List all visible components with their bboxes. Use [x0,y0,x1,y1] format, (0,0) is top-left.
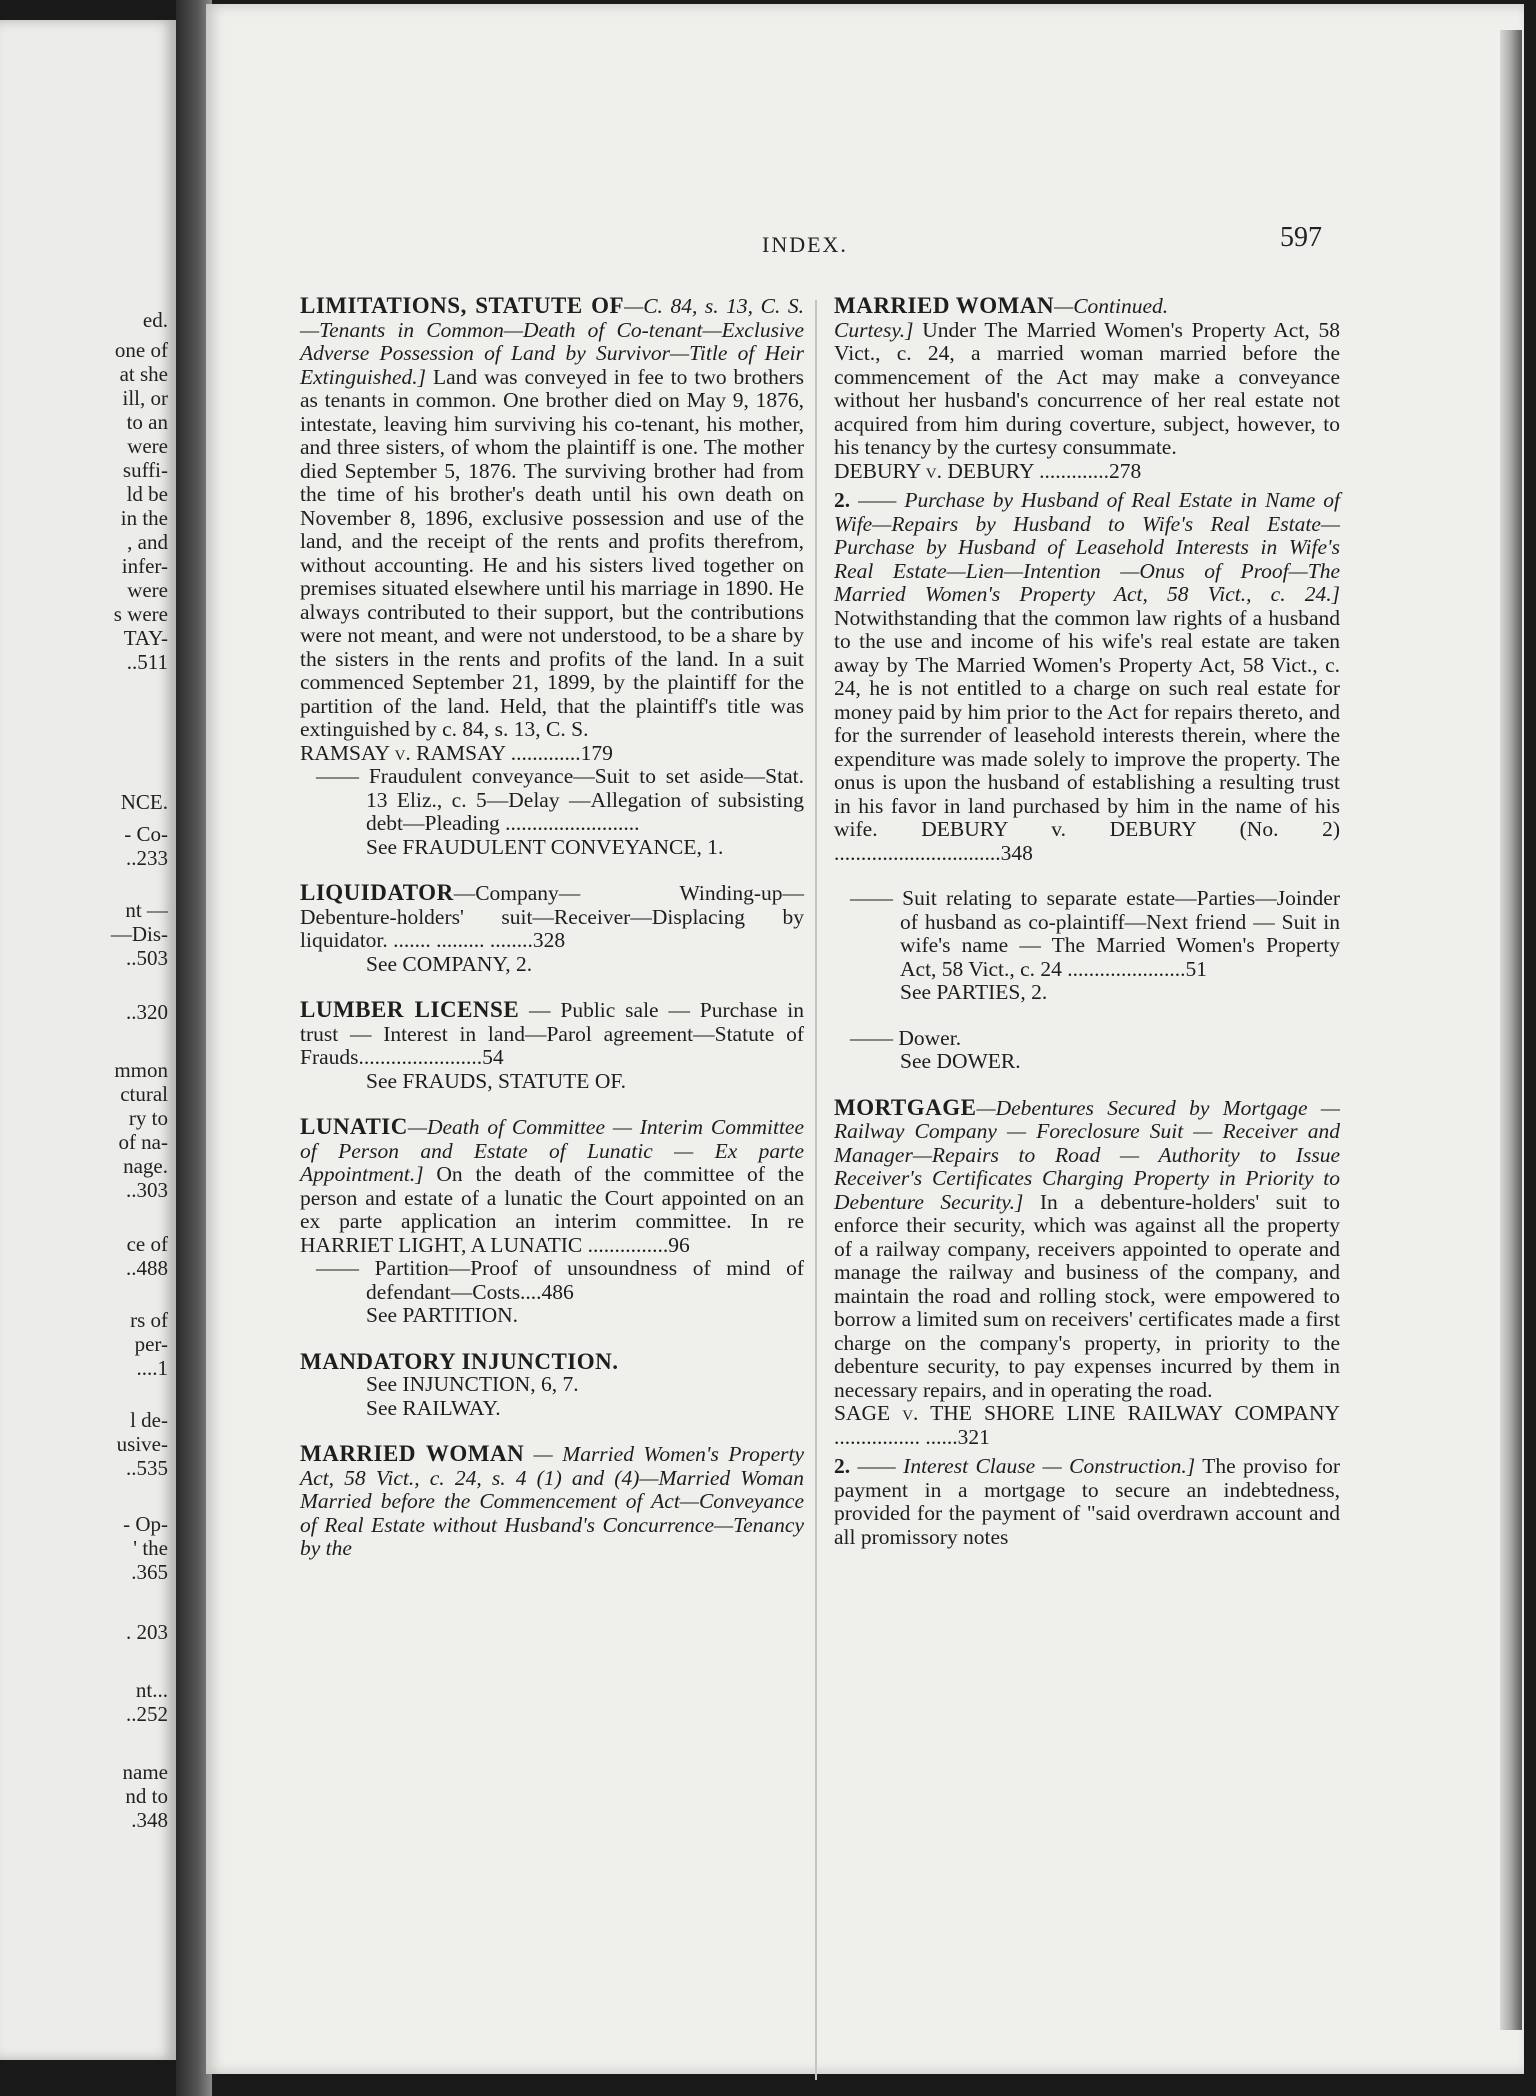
page-number: 597 [1280,222,1322,253]
entry-heading: MORTGAGE [834,1094,977,1120]
entry-body: The proviso for payment in a mortgage to secure an indebtedness, provided for the payment of "said overdrawn account and all promissory notes [834,1454,1341,1549]
entry-catchwords: —— Interest Clause — Construction.] [850,1454,1196,1478]
entry-number: 2. [834,488,851,512]
entry-separate-estate [834,887,1340,1005]
entry-catchwords: —Debentures Secured by Mortgage — Railway Company — Foreclosure Suit — Receiver and Manager—Repairs to Road — Authority to Issue Receiver's Certificates Charging Property in Priority to Debenture Security.] [834,1095,1340,1214]
right-column [834,294,1340,1571]
facing-page-fragment: name [122,1760,168,1784]
entry-body: Under The Married Women's Property Act, 58 Vict., c. 24, a married woman married before the commencement of the Act may make a conveyance without her husband's concurrence of her real estate not acquired from him during coverture, subject, however, to his tenancy by the curtesy consummate. [834,317,1340,459]
entry-body: In a debenture-holders' suit to enforce their security, which was against all the property of a railway company, receivers appointed to operate and manage the railway and business of the company, and maintain the road and rolling stock, were empowered to borrow a limited sum on receivers' certificates made a first charge on the company's property, in priority to the debenture security, to pay expenses incurred by them in necessary repairs, and in operating the road. [834,1189,1340,1402]
case-citation: RAMSAY v. RAMSAY .............179 [300,740,613,765]
facing-page-fragment: were [127,434,168,458]
entry-catchwords: —C. 84, s. 13, C. S.—Tenants in Common—Death of Co-tenant—Exclusive Adverse Possession of Land by Survivor—Title of Heir Extinguished.] [300,294,804,389]
facing-page-fragment: ry to [128,1106,168,1130]
facing-page-fragment: nage. [123,1154,168,1178]
facing-page-fragment: ..503 [126,946,168,970]
entry-purchase-by-husband [834,489,1340,865]
entry-married-woman [300,1442,804,1561]
page-edge [1500,30,1522,2030]
cross-reference: See COMPANY, 2. [366,951,533,976]
facing-page-fragment: ill, or [122,386,168,410]
facing-page-fragment: —Dis- [110,922,168,946]
running-title: INDEX. [762,232,848,257]
entry-catchwords: — Married Women's Property Act, 58 Vict., c. 24, s. 4 (1) and (4)—Married Woman Married before the Commencement of Act—Conveyance of Real Estate without Husband's Concurrence—Tenancy by the [300,1442,805,1560]
cross-reference: See DOWER. [900,1049,1021,1073]
facing-page-fragment: one of [114,338,168,362]
facing-page-fragment: infer- [121,554,168,578]
entry-mortgage [834,1096,1340,1450]
entry-heading: MARRIED WOMAN [300,1441,525,1466]
entry-dower [834,1027,1340,1074]
entry-catchwords: —— Purchase by Husband of Real Estate in Name of Wife—Repairs by Husband to Wife's Real Estate—Purchase by Husband of Leasehold Interests in Wife's Real Estate—Lien—Intention —Onus of Proof—The Married Women's Property Act, 58 Vict., c. 24.] [834,488,1340,606]
case-citation: SAGE v. THE SHORE LINE RAILWAY COMPANY ................ ......321 [834,1401,1340,1449]
facing-page-fragment: ' the [133,1536,168,1560]
column-rule [815,300,817,2080]
entry-heading: MARRIED WOMAN [834,293,1055,318]
facing-page-fragment: TAY- [123,626,168,650]
facing-page-fragment: suffi- [122,458,168,482]
facing-page-fragment: usive- [116,1432,168,1456]
sub-entry: —— Fraudulent conveyance—Suit to set aside—Stat. 13 Eliz., c. 5—Delay —Allegation of subsisting debt—Pleading ......................... [316,764,804,835]
entry-mandatory-injunction [300,1350,804,1421]
case-citation: DEBURY v. DEBURY .............278 [834,458,1142,483]
entry-lunatic [300,1115,804,1328]
entry-heading: MANDATORY INJUNCTION. [300,1348,619,1374]
facing-page-fragment: ....1 [136,1356,168,1380]
entry-number: 2. [834,1454,851,1478]
facing-page-fragment: to an [126,410,168,434]
facing-page-fragment: of na- [118,1130,168,1154]
sub-entry: —— Dower. [850,1025,962,1050]
entry-interest-clause [834,1455,1340,1549]
facing-page-fragment: mmon [114,1058,168,1082]
facing-page-fragment: ce of [126,1232,168,1256]
entry-married-woman-continued [834,294,1340,483]
entry-body: On the death of the committee of the person and estate of a lunatic the Court appointed on an ex parte application an interim committee. In re HARRIET LIGHT, A LUNATIC ...............96 [300,1162,804,1257]
sub-entry: —— Partition—Proof of unsoundness of mind of defendant—Costs....486 [316,1256,804,1304]
facing-page-fragment: l de- [130,1408,168,1432]
facing-page-fragment: .365 [131,1560,168,1584]
facing-page-fragment: ld be [126,482,168,506]
facing-page-fragment: .348 [131,1808,168,1832]
facing-page-fragment: . 203 [126,1620,168,1644]
entry-body: Notwithstanding that the common law rights of a husband to the use and income of his wife's real estate are taken away by The Married Women's Property Act, 58 Vict., c. 24, he is not entitled to a charge on such real estate for money paid by him prior to the Act for repairs thereto, and for the surrender of leasehold interests therein, where the expenditure was made solely to improve the property. The onus is upon the husband of establishing a resulting trust in his favor in land purchased by him in the name of his wife. DEBURY v. DEBURY (No. 2) ...............................348 [834,605,1340,865]
cross-reference: See RAILWAY. [366,1395,501,1420]
facing-page-fragment: ed. [142,308,168,332]
facing-page [0,20,176,2060]
entry-body: —Company— Winding-up—Debenture-holders' suit—Receiver—Displacing by liquidator. ....... ......... ........328 [300,881,804,952]
facing-page-fragment: - Op- [123,1512,168,1536]
left-column [300,294,804,1583]
facing-page-fragment: ..488 [126,1256,168,1280]
entry-liquidator [300,881,804,976]
entry-catchwords: —Death of Committee — Interim Committee of Person and Estate of Lunatic — Ex parte Appointment.] [300,1115,804,1186]
facing-page-fragment: ..320 [126,1000,168,1024]
facing-page-fragment: NCE. [120,790,168,814]
facing-page-fragment: at she [119,362,168,386]
facing-page-fragment: ..535 [126,1456,168,1480]
facing-page-fragment: ..233 [126,846,168,870]
facing-page-fragment: nt... [135,1678,168,1702]
facing-page-fragment: in the [120,506,168,530]
cross-reference: See FRAUDULENT CONVEYANCE, 1. [366,834,724,859]
entry-heading: LUMBER LICENSE [300,997,520,1022]
facing-page-fragment: nt — [125,898,168,922]
facing-page-fragment: were [127,578,168,602]
facing-page-fragment: s were [113,602,168,626]
facing-page-fragment: per- [134,1332,168,1356]
cross-reference: See PARTIES, 2. [900,980,1048,1004]
facing-page-fragment: , and [127,530,168,554]
facing-page-fragment: ctural [120,1082,168,1106]
entry-lumber-license [300,998,804,1093]
entry-heading: LIQUIDATOR [300,880,454,905]
facing-page-fragment: - Co- [124,822,168,846]
continued-label: —Continued. [1054,294,1169,318]
entry-catchwords: Curtesy.] [834,317,914,342]
facing-page-fragment: ..511 [126,650,168,674]
entry-body: Land was conveyed in fee to two brothers as tenants in common. One brother died on May 9, 1876, intestate, leaving him surviving his co-tenant, his mother, and three sisters, of whom the plaintiff is one. The mother died September 5, 1876. The surviving brother had from the time of his brother's death until his own death on November 8, 1896, exclusive possession and use of the land, and the receipt of the rents and profits therefrom, without accounting. He and his sisters lived together on premises situated elsewhere until his marriage in 1890. He always contributed to their support, but the contributions were not meant, and were not understood, to be a share by the sisters in the rents and profits of the land. In a suit commenced September 21, 1899, by the plaintiff for the partition of the land. Held, that the plaintiff's title was extinguished by c. 84, s. 13, C. S. [300,364,804,741]
entry-limitations [300,294,804,859]
facing-page-fragment: ..303 [126,1178,168,1202]
entry-heading: LUNATIC [300,1114,408,1139]
entry-heading: LIMITATIONS, STATUTE OF [300,293,625,318]
entry-body: — Public sale — Purchase in trust — Interest in land—Parol agreement—Statute of Frauds.......................54 [300,998,804,1069]
sub-entry: —— Suit relating to separate estate—Parties—Joinder of husband as co-plaintiff—Next friend — Suit in wife's name — The Married Women's Property Act, 58 Vict., c. 24 ......................51 [850,886,1340,981]
facing-page-fragment: ..252 [126,1702,168,1726]
cross-reference: See FRAUDS, STATUTE OF. [366,1068,626,1093]
cross-reference: See PARTITION. [366,1303,518,1327]
cross-reference: See INJUNCTION, 6, 7. [366,1372,579,1396]
facing-page-fragment: nd to [125,1784,168,1808]
facing-page-fragment: rs of [130,1308,168,1332]
